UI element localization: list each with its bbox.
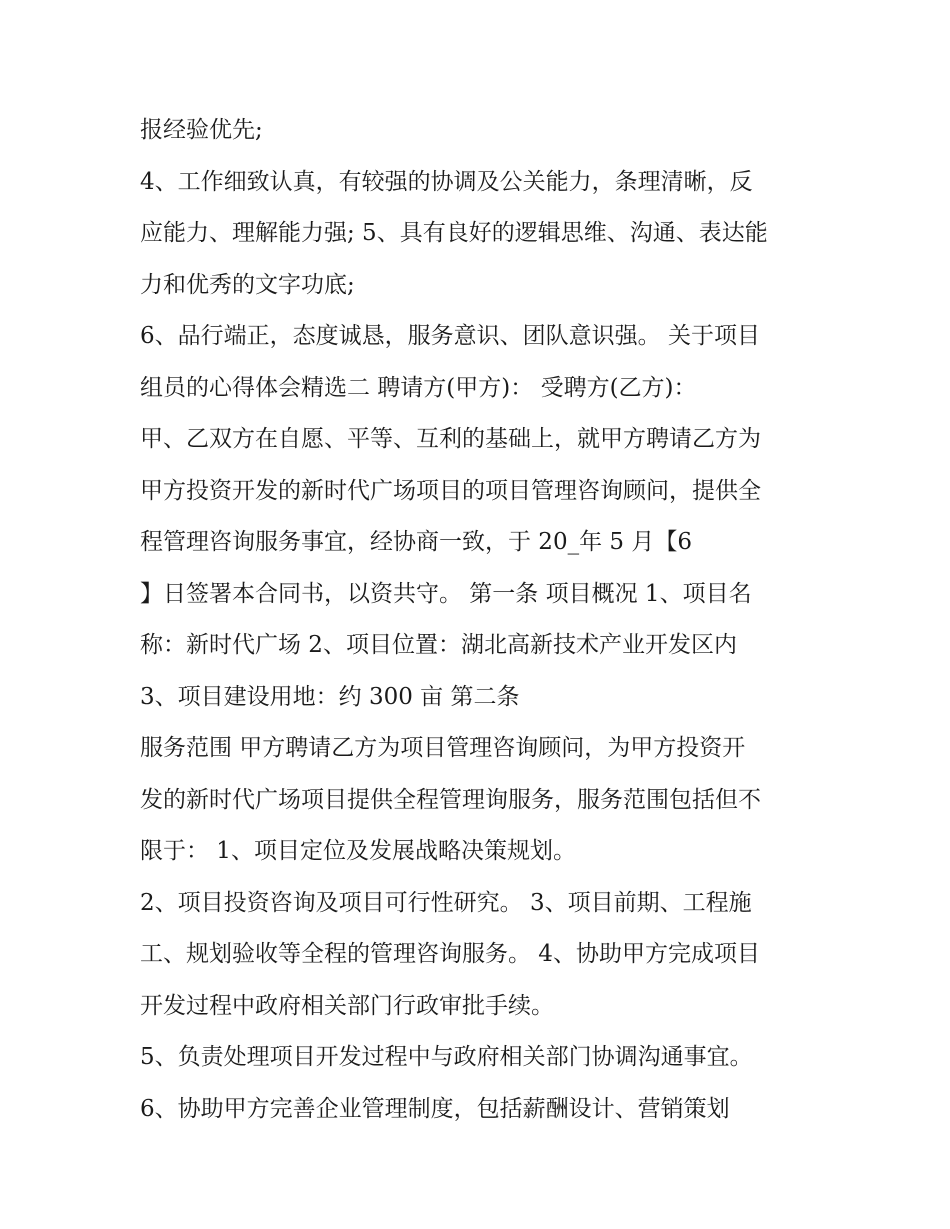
text-line: 力和优秀的文字功底; [140, 271, 355, 298]
text-line: 称：新时代广场 2、项目位置：湖北高新技术产业开发区内 [140, 632, 737, 658]
text-line: 甲方投资开发的新时代广场项目的项目管理咨询顾问，提供全 [140, 477, 761, 504]
text-line: 工、规划验收等全程的管理咨询服务。 4、协助甲方完成项目 [140, 941, 760, 967]
text-line: 3、项目建设用地：约 300 亩 第二条 [140, 683, 520, 710]
text-line: 6、品行端正，态度诚恳，服务意识、团队意识强。 关于项目 [140, 323, 760, 349]
text-line: 2、项目投资咨询及项目可行性研究。 3、项目前期、工程施 [140, 889, 752, 916]
document-body [140, 105, 830, 1135]
text-line: 程管理咨询服务事宜，经协商一致，于 20_年 5 月【6 [140, 529, 692, 555]
text-line: 5、负责处理项目开发过程中与政府相关部门协调沟通事宜。 [140, 1044, 753, 1070]
text-line: 】日签署本合同书，以资共守。 第一条 项目概况 1、项目名 [140, 580, 752, 607]
text-line: 4、工作细致认真，有较强的协调及公关能力，条理清晰，反 [140, 168, 753, 195]
text-line: 组员的心得体会精选二 聘请方(甲方)： 受聘方(乙方)： [140, 374, 697, 401]
text-line: 甲、乙双方在自愿、平等、互利的基础上，就甲方聘请乙方为 [140, 426, 761, 452]
text-line: 限于： 1、项目定位及发展战略决策规划。 [140, 838, 576, 864]
text-line: 服务范围 甲方聘请乙方为项目管理咨询顾问，为甲方投资开 [140, 735, 746, 761]
text-line: 开发过程中政府相关部门行政审批手续。 [140, 992, 554, 1019]
text-line: 应能力、理解能力强; 5、具有良好的逻辑思维、沟通、表达能 [140, 220, 768, 246]
text-line: 报经验优先; [140, 117, 263, 143]
text-line: 6、协助甲方完善企业管理制度，包括薪酬设计、营销策划 [140, 1095, 730, 1122]
text-line: 发的新时代广场项目提供全程管理询服务，服务范围包括但不 [140, 786, 761, 813]
